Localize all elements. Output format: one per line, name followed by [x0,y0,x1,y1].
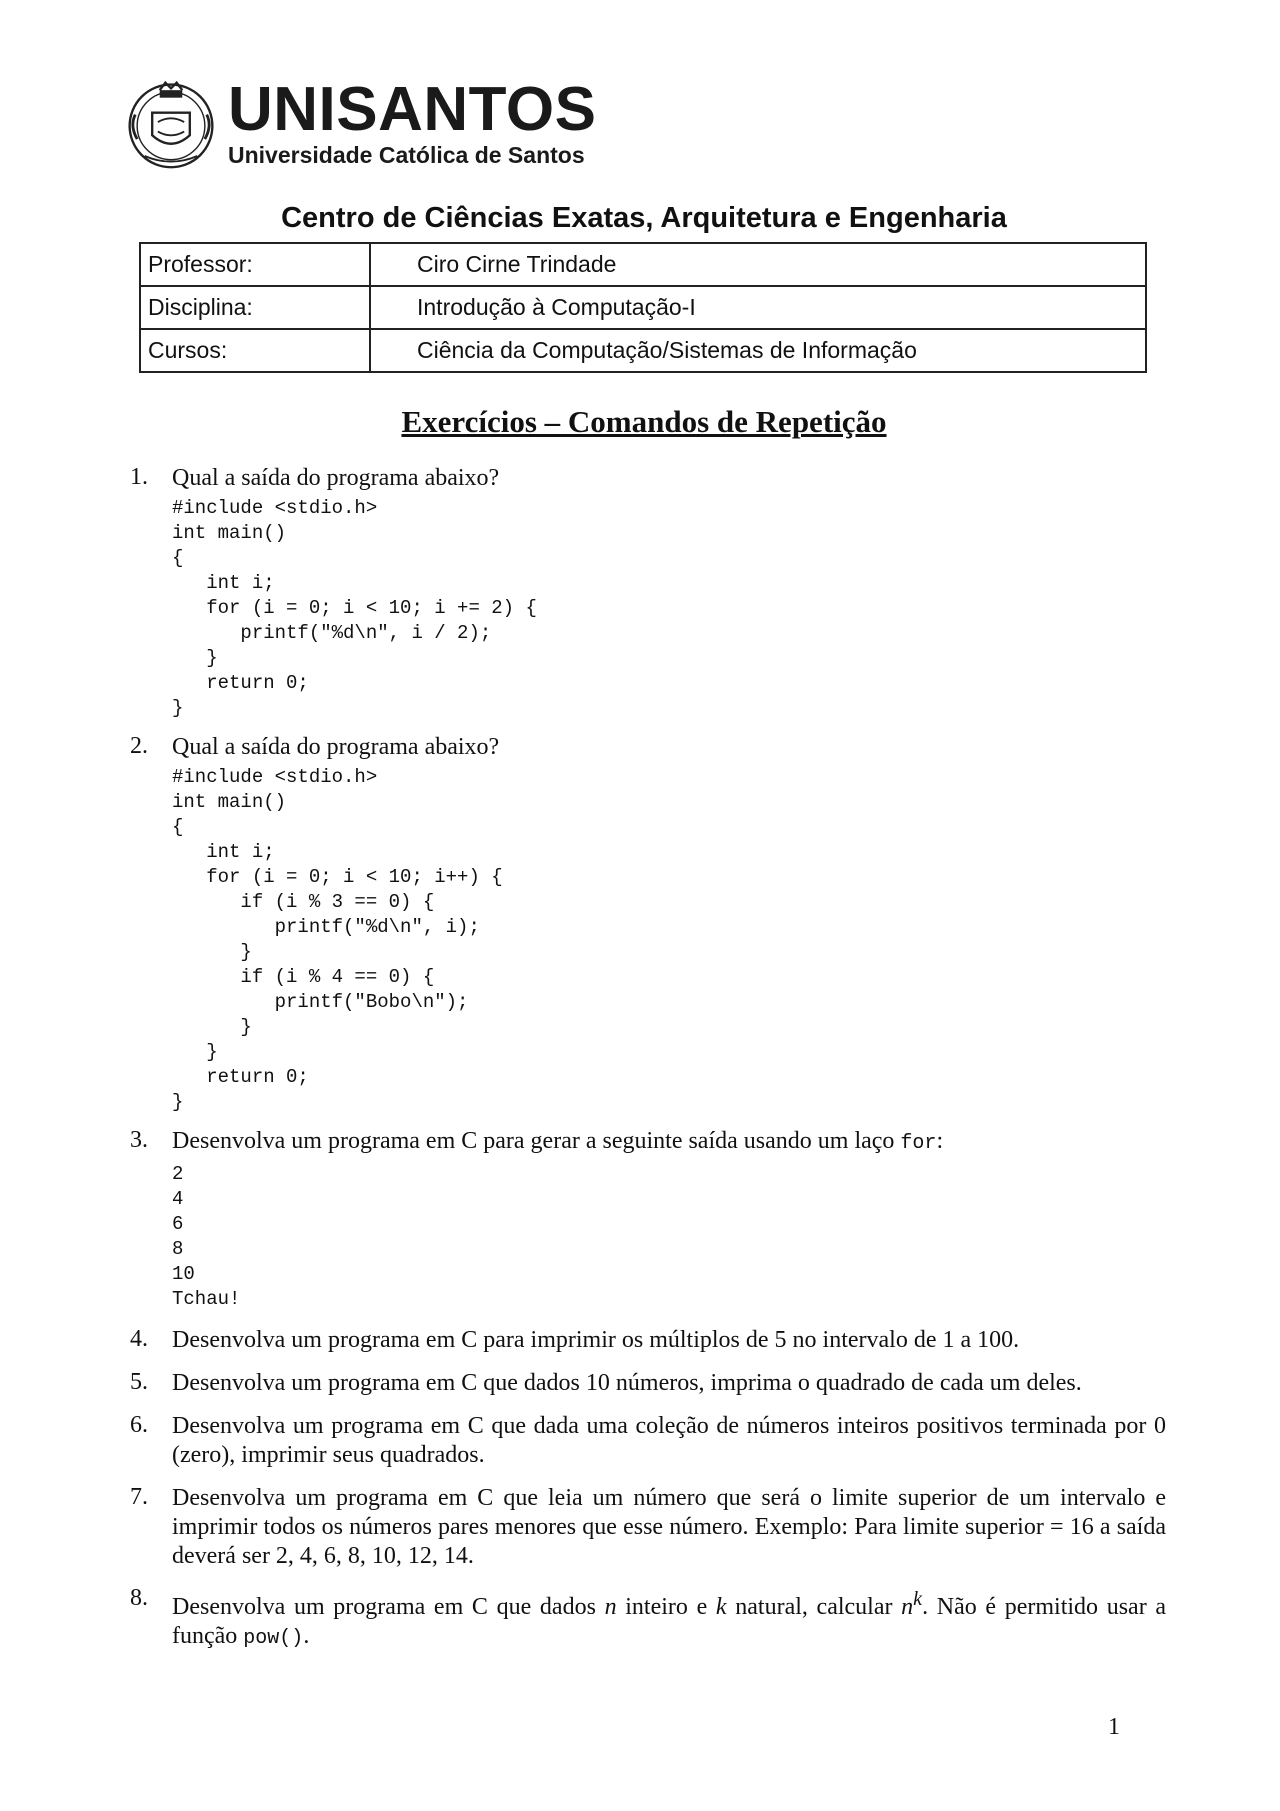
table-row [140,243,1146,286]
item-number: 3. [130,1127,148,1153]
table-row [140,286,1146,329]
item-question: Desenvolva um programa em C que dada uma coleção de números inteiros positivos terminada por 0 (zero), imprimir seus quadrados. [172,1413,1166,1468]
output-line: 2 [172,1163,184,1185]
table-row [140,329,1146,372]
exercise-list [130,464,1166,1653]
header-logo [124,76,597,172]
exercise-item [130,1412,1166,1470]
exercise-item [130,733,1166,1115]
department-title: Centro de Ciências Exatas, Arquitetura e Engenharia [281,202,1007,234]
item-question: Desenvolva um programa em C que dados 10 números, imprima o quadrado de cada um deles. [172,1370,1082,1396]
output-line: 4 [172,1188,184,1210]
item-number: 4. [130,1326,148,1352]
exercise-item [130,1484,1166,1571]
question-text: Desenvolva um programa em C para gerar a seguinte saída usando um laço [172,1128,895,1154]
brand-subtitle: Universidade Católica de Santos [228,142,585,168]
item-number: 8. [130,1585,148,1611]
question-text: . [303,1623,310,1649]
page-number: 1 [1108,1714,1120,1740]
item-question: Desenvolva um programa em C para imprimir os múltiplos de 5 no intervalo de 1 a 100. [172,1327,1020,1353]
row-value: Ciência da Computação/Sistemas de Informação [370,329,1146,372]
item-number: 1. [130,464,148,490]
item-question [172,1127,1166,1158]
output-line: 10 [172,1263,195,1285]
question-text: natural, calcular [735,1594,893,1620]
item-number: 2. [130,733,148,759]
exercise-item [130,1127,1166,1312]
item-question: Desenvolva um programa em C que leia um número que será o limite superior de um intervalo e imprimir todos os números pares menores que esse número. Exemplo: Para limite superior = 16 a saída deverá ser 2, 4, 6, 8, 10, 12, 14. [172,1485,1166,1569]
output-line: Tchau! [172,1288,241,1310]
row-value: Introdução à Computação-I [370,286,1146,329]
course-info-table [139,242,1147,373]
variable-k: k [715,1594,727,1620]
exercise-item [130,1369,1166,1398]
output-line: 6 [172,1213,184,1235]
power-exponent: k [913,1588,923,1610]
row-label: Cursos: [140,329,370,372]
code-block: #include <stdio.h> int main() { int i; for (i = 0; i < 10; i++) { if (i % 3 == 0) { printf("%d\n", i); } if (i % 4 == 0) { printf("Bobo\n"); } } return 0; } [172,766,503,1113]
item-question: Qual a saída do programa abaixo? [172,734,500,760]
item-number: 7. [130,1484,148,1510]
brand-text [228,75,597,168]
question-text: Desenvolva um programa em C que dados [172,1594,596,1620]
row-label: Disciplina: [140,286,370,329]
code-block: #include <stdio.h> int main() { int i; for (i = 0; i < 10; i += 2) { printf("%d\n", i / 2); } return 0; } [172,497,537,719]
exercise-item [130,464,1166,721]
function-pow: pow() [243,1627,304,1650]
item-question: Qual a saída do programa abaixo? [172,465,500,491]
row-label: Professor: [140,243,370,286]
question-suffix: : [936,1128,944,1154]
item-number: 5. [130,1369,148,1395]
variable-n: n [604,1594,617,1620]
question-text: . Não é permitido usar a função [172,1594,1167,1649]
question-text: inteiro e [625,1594,708,1620]
row-value: Ciro Cirne Trindade [370,243,1146,286]
brand-name: UNISANTOS [228,75,597,144]
output-line: 8 [172,1238,184,1260]
keyword-for: for [900,1132,937,1155]
item-question [172,1585,1166,1653]
item-number: 6. [130,1412,148,1438]
exercise-list-title: Exercícios – Comandos de Repetição [401,404,887,439]
university-seal-icon [124,77,218,171]
expected-output [172,1162,1166,1312]
power-base: n [901,1594,914,1620]
exercise-item [130,1326,1166,1355]
exercise-item [130,1585,1166,1653]
